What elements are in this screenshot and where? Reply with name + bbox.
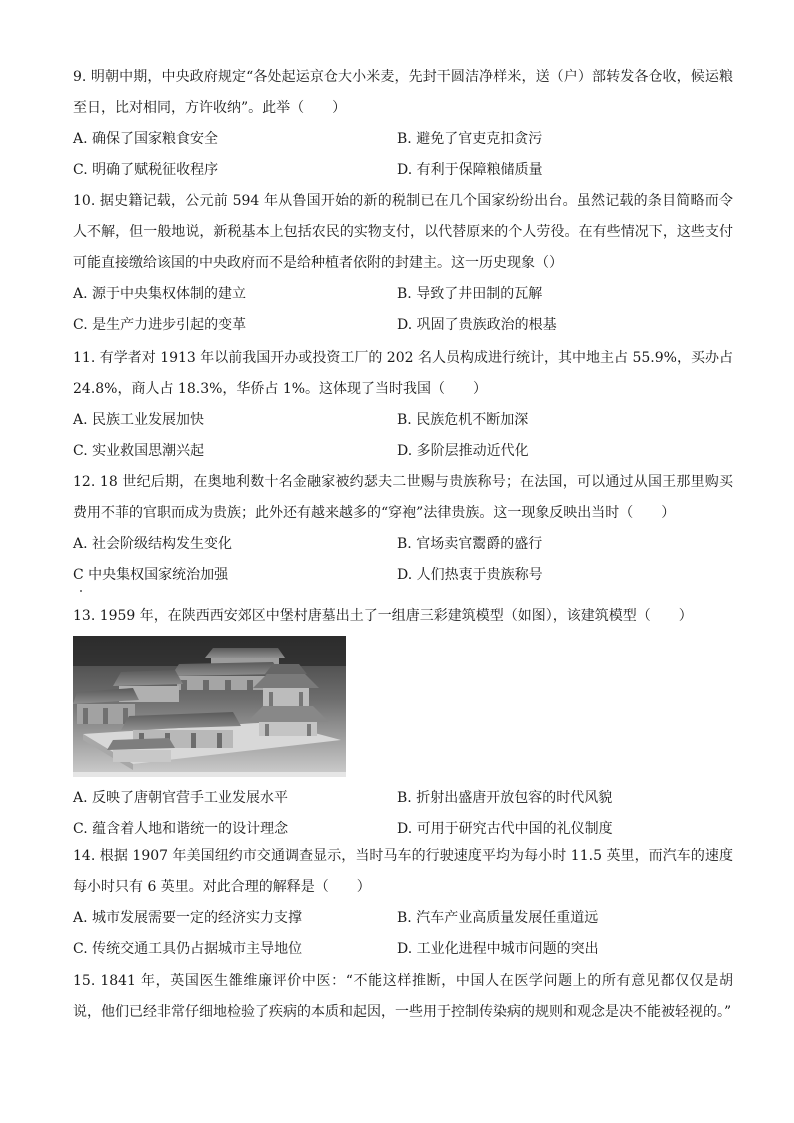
options xyxy=(73,279,733,341)
question-12 xyxy=(73,467,733,591)
option-a: A. 城市发展需要一定的经济实力支撑 xyxy=(73,910,303,926)
options xyxy=(73,529,733,591)
question-9 xyxy=(73,62,733,186)
question-stem: 12. 18 世纪后期，在奥地利数十名金融家被约瑟夫二世赐与贵族称号；在法国，可以通过从国王那里购买费用不菲的官职而成为贵族；此外还有越来越多的“穿袍”法律贵族。这一现象反映出当时（ ） xyxy=(73,474,733,521)
question-stem: 9. 明朝中期，中央政府规定“各处起运京仓大小米麦，先封干圆洁净样米，送（户）部转发各仓收，候运粮至日，比对相同，方许收纳”。此举（ ） xyxy=(73,69,733,116)
tang-sancai-model-photo xyxy=(73,636,346,777)
option-a: A. 确保了国家粮食安全 xyxy=(73,131,219,147)
option-d: D. 有利于保障粮储质量 xyxy=(397,162,543,178)
option-a: A. 社会阶级结构发生变化 xyxy=(73,536,233,552)
question-14 xyxy=(73,841,733,965)
question-10 xyxy=(73,186,733,341)
option-b: B. 民族危机不断加深 xyxy=(397,412,529,428)
option-d: D. 可用于研究古代中国的礼仪制度 xyxy=(397,821,613,837)
option-b: B. 汽车产业高质量发展任重道远 xyxy=(397,910,599,926)
option-a: A. 源于中央集权体制的建立 xyxy=(73,286,247,302)
option-b: B. 避免了官吏克扣贪污 xyxy=(397,131,543,147)
question-stem: 15. 1841 年，英国医生雒维廉评价中医：“不能这样推断，中国人在医学问题上的所有意见都仅仅是胡说，他们已经非常仔细地检验了疾病的本质和起因，一些用于控制传染病的规则和观念是决不能被轻视的。” xyxy=(73,973,733,1020)
option-c: C 中央集权国家统治加强 xyxy=(73,567,229,583)
question-13 xyxy=(73,601,733,845)
options xyxy=(73,405,733,467)
question-stem: 14. 根据 1907 年美国纽约市交通调查显示，当时马车的行驶速度平均为每小时 11.5 英里，而汽车的速度每小时只有 6 英里。对此合理的解释是（ ） xyxy=(73,848,733,895)
question-stem: 10. 据史籍记载，公元前 594 年从鲁国开始的新的税制已在几个国家纷纷出台。虽然记载的条目简略而令人不解，但一般地说，新税基本上包括农民的实物支付，以代替原来的个人劳役。在有些情况下，这些支付可能直接缴给该国的中央政府而不是给种植者依附的封建主。这一历史现象（） xyxy=(73,193,733,271)
question-stem: 13. 1959 年，在陕西西安郊区中堡村唐墓出土了一组唐三彩建筑模型（如图），该建筑模型（ ） xyxy=(73,608,693,624)
option-b: B. 导致了井田制的瓦解 xyxy=(397,286,543,302)
option-d: D. 工业化进程中城市问题的突出 xyxy=(397,941,599,957)
question-15 xyxy=(73,966,733,1028)
options xyxy=(73,783,733,845)
option-b: B. 折射出盛唐开放包容的时代风貌 xyxy=(397,790,613,806)
option-d: D. 多阶层推动近代化 xyxy=(397,443,529,459)
option-c: C. 是生产力进步引起的变革 xyxy=(73,317,247,333)
option-a: A. 反映了唐朝官营手工业发展水平 xyxy=(73,790,289,806)
question-11 xyxy=(73,343,733,467)
question-stem: 11. 有学者对 1913 年以前我国开办或投资工厂的 202 名人员构成进行统计，其中地主占 55.9%，买办占 24.8%，商人占 18.3%，华侨占 1%。这体现了当时我国（ ） xyxy=(73,350,733,397)
architecture-model-image xyxy=(73,636,346,777)
option-c: C. 实业救国思潮兴起 xyxy=(73,443,205,459)
option-d: D. 巩固了贵族政治的根基 xyxy=(397,317,557,333)
options xyxy=(73,124,733,186)
option-d: D. 人们热衷于贵族称号 xyxy=(397,567,543,583)
scan-speck xyxy=(80,590,82,592)
options xyxy=(73,903,733,965)
option-c: C. 传统交通工具仍占据城市主导地位 xyxy=(73,941,303,957)
option-a: A. 民族工业发展加快 xyxy=(73,412,205,428)
option-c: C. 明确了赋税征收程序 xyxy=(73,162,219,178)
option-c: C. 蕴含着人地和谐统一的设计理念 xyxy=(73,821,289,837)
option-b: B. 官场卖官鬻爵的盛行 xyxy=(397,536,543,552)
